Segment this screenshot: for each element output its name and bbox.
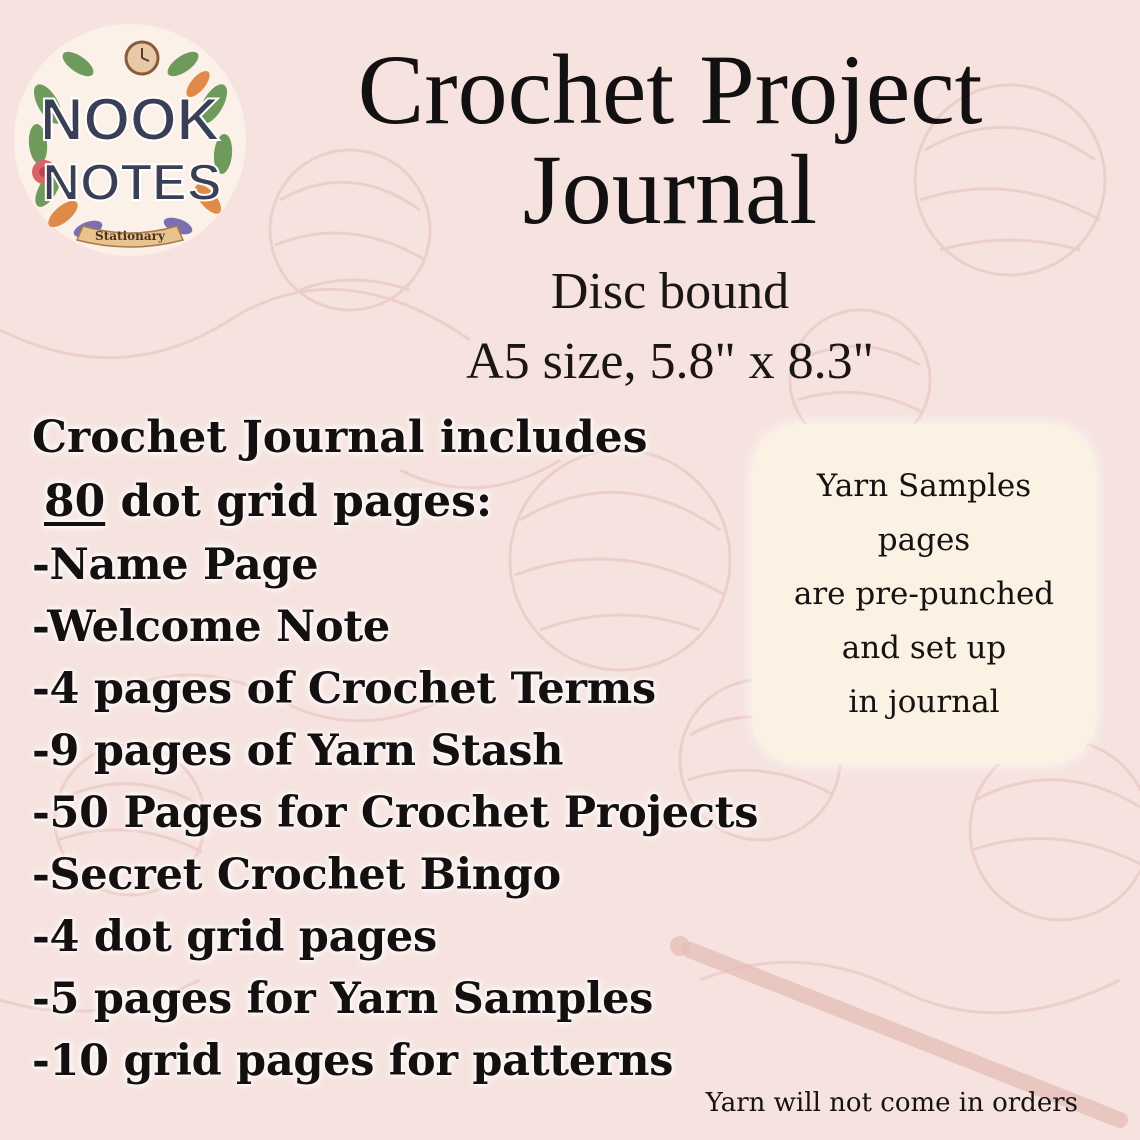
page-size: A5 size, 5.8" x 8.3" bbox=[466, 333, 874, 390]
logo-ribbon-text: Stationary bbox=[95, 229, 165, 243]
contents-heading: Crochet Journal includes bbox=[32, 412, 648, 463]
page-count: 80 bbox=[44, 476, 106, 527]
note-line: pages bbox=[877, 522, 971, 558]
logo-line-notes: NOTES bbox=[42, 154, 222, 212]
nook-notes-logo bbox=[8, 14, 252, 258]
list-item: -4 pages of Crochet Terms bbox=[32, 664, 656, 714]
list-item: -Secret Crochet Bingo bbox=[32, 850, 561, 900]
list-item: -10 grid pages for patterns bbox=[32, 1036, 674, 1086]
page-title-line-2: Journal bbox=[522, 134, 818, 245]
contents-list bbox=[32, 406, 832, 1092]
note-line: in journal bbox=[848, 684, 1000, 720]
page-title-line-1: Crochet Project bbox=[357, 34, 983, 145]
list-item: -4 dot grid pages bbox=[32, 912, 437, 962]
note-line: and set up bbox=[841, 630, 1007, 666]
note-line: Yarn Samples bbox=[816, 468, 1032, 504]
disclaimer-footnote: Yarn will not come in orders bbox=[705, 1088, 1078, 1118]
page-count-suffix: dot grid pages: bbox=[105, 476, 493, 527]
logo-line-nook: NOOK bbox=[40, 86, 220, 153]
binding-type: Disc bound bbox=[550, 263, 790, 320]
yarn-samples-note bbox=[752, 424, 1096, 764]
list-item: -9 pages of Yarn Stash bbox=[32, 726, 564, 776]
page-count-line bbox=[32, 470, 832, 534]
list-item: -Name Page bbox=[32, 540, 319, 590]
note-line: are pre-punched bbox=[793, 576, 1055, 612]
list-item: -5 pages for Yarn Samples bbox=[32, 974, 654, 1024]
list-item: -Welcome Note bbox=[32, 602, 390, 652]
list-item: -50 Pages for Crochet Projects bbox=[32, 788, 759, 838]
